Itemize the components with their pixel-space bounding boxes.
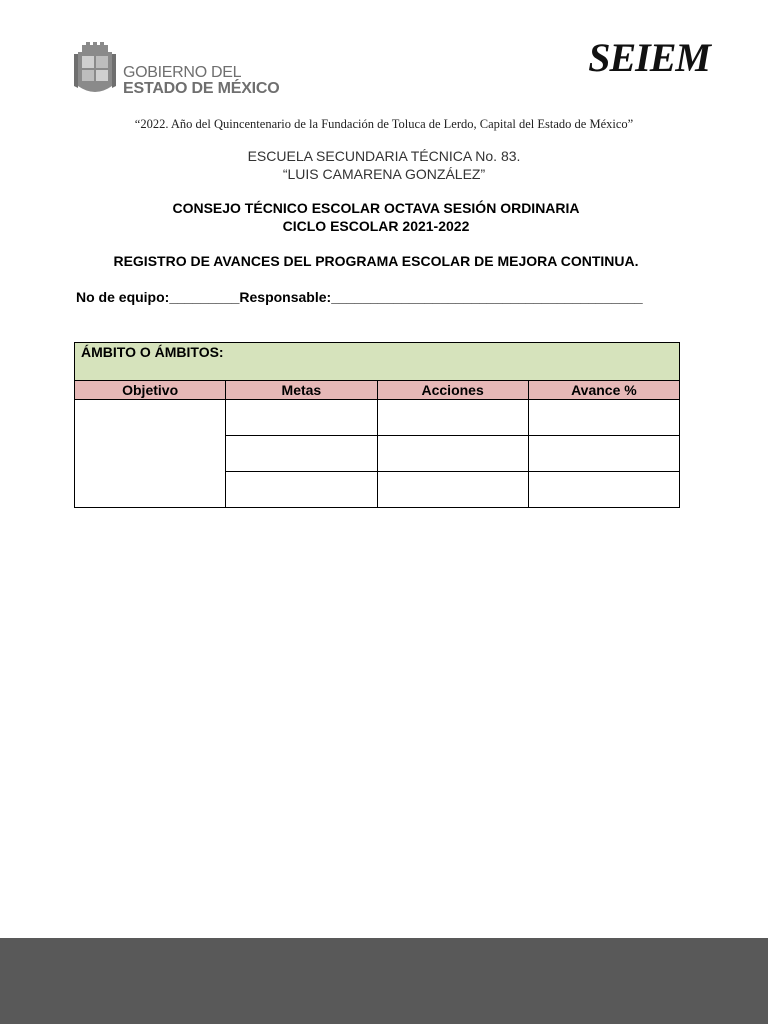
registro-title: REGISTRO DE AVANCES DEL PROGRAMA ESCOLAR DE MEJORA CONTINUA. [113,253,639,269]
gobierno-estado-mexico-logo [72,42,282,100]
acciones-cell[interactable] [377,472,528,508]
school-name-line2: “LUIS CAMARENA GONZÁLEZ” [282,166,486,182]
school-name-line1: ESCUELA SECUNDARIA TÉCNICA No. 83. [247,148,521,164]
seiem-logo: SEIEM [588,35,710,80]
footer-bar [0,938,768,1024]
column-header-objetivo: Objetivo [75,381,226,400]
equipo-responsable-line: No de equipo:_________Responsable:________________________________________ [76,289,643,305]
avance-cell[interactable] [528,436,679,472]
estado-de-mexico-crest-icon [72,42,118,98]
column-header-avance: Avance % [528,381,679,400]
metas-cell[interactable] [226,436,377,472]
school-name [0,147,768,183]
council-title-line2: CICLO ESCOLAR 2021-2022 [282,218,470,234]
objetivo-cell[interactable] [75,400,226,508]
year-motto: “2022. Año del Quincentenario de la Fundación de Toluca de Lerdo, Capital del Estado de México” [134,117,634,131]
gov-logo-line2: ESTADO DE MÉXICO [123,80,280,97]
avance-cell[interactable] [528,400,679,436]
avances-table [74,342,680,508]
column-header-metas: Metas [226,381,377,400]
council-title [0,199,752,235]
avance-cell[interactable] [528,472,679,508]
ambito-field[interactable]: ÁMBITO O ÁMBITOS: [75,343,680,381]
metas-cell[interactable] [226,472,377,508]
gov-logo-line1: GOBIERNO DEL [123,64,242,81]
council-title-line1: CONSEJO TÉCNICO ESCOLAR OCTAVA SESIÓN ORDINARIA [172,200,580,216]
acciones-cell[interactable] [377,400,528,436]
table-row [75,400,680,436]
metas-cell[interactable] [226,400,377,436]
column-header-acciones: Acciones [377,381,528,400]
acciones-cell[interactable] [377,436,528,472]
